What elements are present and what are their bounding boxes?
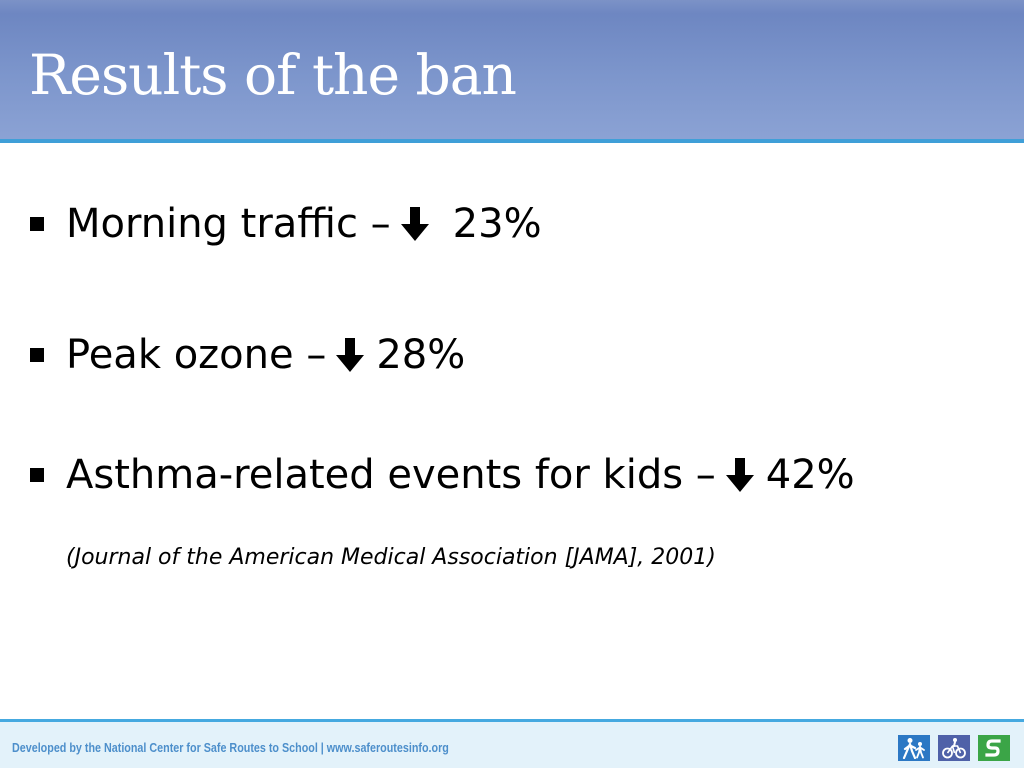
bullet-text: Asthma-related events for kids – xyxy=(66,452,716,498)
square-bullet-icon xyxy=(30,348,44,362)
bullet-peak-ozone xyxy=(30,329,465,381)
school-s-icon xyxy=(978,735,1010,761)
down-arrow-icon xyxy=(334,336,366,374)
footer-icons xyxy=(898,735,1010,761)
bullet-value: 23% xyxy=(452,201,542,247)
bicycle-icon xyxy=(938,735,970,761)
slide-title: Results of the ban xyxy=(29,43,516,107)
bullet-value: 28% xyxy=(376,332,466,378)
title-bar-shine xyxy=(0,0,1024,14)
bullet-morning-traffic xyxy=(30,198,542,250)
citation: (Journal of the American Medical Association [JAMA], 2001) xyxy=(66,545,716,570)
square-bullet-icon xyxy=(30,217,44,231)
walking-person-icon xyxy=(898,735,930,761)
down-arrow-icon xyxy=(399,205,431,243)
bullet-asthma-events xyxy=(30,449,855,501)
down-arrow-icon xyxy=(724,456,756,494)
title-bar xyxy=(0,0,1024,143)
bullet-text: Peak ozone – xyxy=(66,332,327,378)
footer-credit: Developed by the National Center for Safe Routes to School | www.saferoutesinfo.org xyxy=(12,741,449,755)
footer xyxy=(0,719,1024,768)
square-bullet-icon xyxy=(30,468,44,482)
bullet-text: Morning traffic – xyxy=(66,201,391,247)
bullet-value: 42% xyxy=(765,452,855,498)
